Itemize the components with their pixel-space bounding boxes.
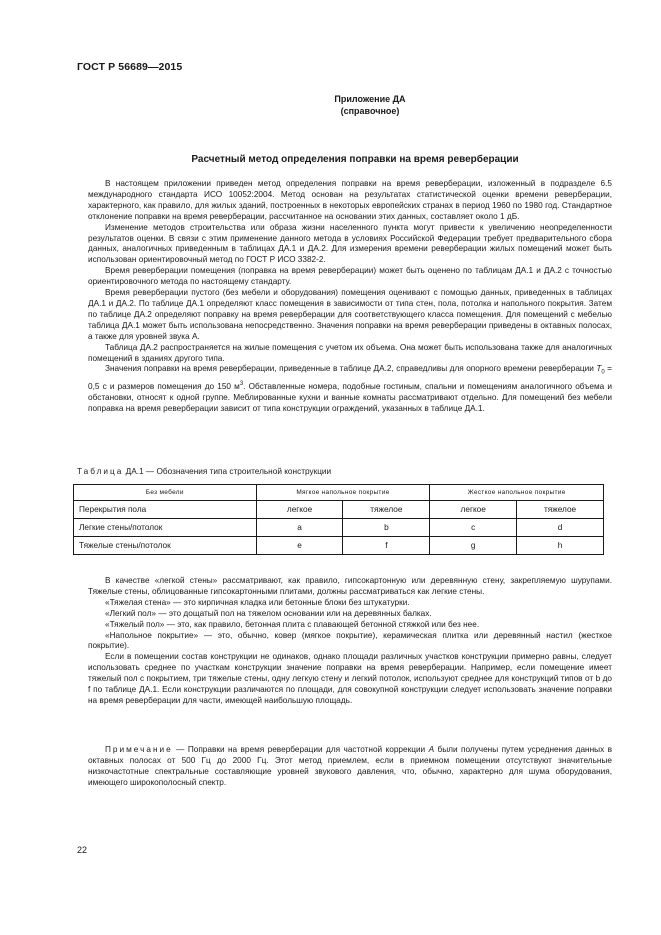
note-label: Примечание xyxy=(105,745,173,754)
paragraph: В настоящем приложении приведен метод определения поправки на время реверберации, изложенный в подразделе 6.5 международного стандарта ИСО 10052:2004. Метод основан на результатах статистической оценки времени реверберации, характерного, как правило, для жилых зданий, построенных в некоторых европейских странах в период 1960 по 1980 год. Стандартное отклонение поправки на время реверберации, рассчитанное на основании этих данных, составляет около 1 дБ. xyxy=(88,179,612,221)
row-label: Легкие стены/потолок xyxy=(74,519,257,537)
symbol-a: A xyxy=(428,745,435,754)
table-header: Без мебели xyxy=(74,485,257,501)
table-header-row xyxy=(74,485,604,501)
text-span: Значения поправки на время реверберации, приведенные в таблице ДА.2, справедливы для опорного времени реверберации xyxy=(105,364,597,374)
table-cell: легкое xyxy=(430,501,517,519)
table-cell: b xyxy=(343,519,430,537)
table-row xyxy=(74,519,604,537)
table-row xyxy=(74,501,604,519)
paragraph: Таблица ДА.2 распространяется на жилые помещения с учетом их объема. Она может быть использована также для аналогичных помещений в зданиях другого типа. xyxy=(88,342,612,363)
paragraph: Время реверберации помещения (поправка на время реверберации) может быть оценено по таблицам ДА.1 и ДА.2 с точностью ориентировочного метода по настоящему стандарту. xyxy=(88,266,612,287)
intro-text xyxy=(88,179,612,414)
text-span: — Поправки на время реверберации для частотной коррекции xyxy=(172,745,429,754)
paragraph: «Тяжелая стена» — это кирпичная кладка или бетонные блоки без штукатурки. xyxy=(105,597,410,607)
text-span: . Обставленные номера, подобные гостиным, спальни и помещениям аналогичного объема и обстановки, относят к одной группе. Меблированные кухни и ванные комнаты рассматривают отдельно. Для помещений без мебели поправка на время реверберации зависит от типа конструкции ограждений, указанных в таблице ДА.1. xyxy=(88,381,612,413)
paragraph: «Легкий пол» — это дощатый пол на тяжелом основании или на деревянных балках. xyxy=(105,608,432,618)
page-number: 22 xyxy=(77,845,88,855)
table-cell: c xyxy=(430,519,517,537)
paragraph-reference-time xyxy=(88,364,612,414)
text-span: = 0,5 с и размеров помещения до 150 м xyxy=(88,364,612,391)
note xyxy=(88,745,612,789)
symbol-t: T xyxy=(596,364,602,374)
table-cell: a xyxy=(256,519,343,537)
row-label: Перекрытия пола xyxy=(74,501,257,519)
table-cell: e xyxy=(256,537,343,555)
paragraph: В качестве «легкой стены» рассматривают, как правило, гипсокартонную или деревянную стену, закрепляемую шурупами. Тяжелые стены, облицованные гипсокартонными плитами, должны рассматриваться как легкие стены. xyxy=(88,576,612,596)
paragraph: Если в помещении состав конструкции не одинаков, однако площади различных участков конструкции примерно равны, следует использовать среднее по участкам конструкции значение поправки на время реверберации. Например, если помещение имеет тяжелый пол с покрытием, три тяжелые стены, одну легкую стену и легкий потолок, используют среднее для конструкций типов от b до f по таблице ДА.1. Если конструкции различаются по площади, для совокупной конструкции следует использовать значение поправки на время реверберации для части, имеющей наибольшую площадь. xyxy=(88,652,612,705)
paragraph: «Тяжелый пол» — это, как правило, бетонная плита с плавающей бетонной стяжкой или без нее. xyxy=(105,619,480,629)
superscript: 3 xyxy=(239,380,244,387)
table-cell: g xyxy=(430,537,517,555)
paragraph: «Напольное покрытие» — это, обычно, ковер (мягкое покрытие), керамическая плитка или деревянный настил (жесткое покрытие). xyxy=(88,630,612,651)
table-cell: d xyxy=(517,519,604,537)
note-paragraph xyxy=(88,745,612,789)
table-cell: тяжелое xyxy=(517,501,604,519)
appendix-subtitle: (справочное) xyxy=(340,106,400,116)
appendix-title: Приложение ДА xyxy=(334,94,406,104)
table-header: Жесткое напольное покрытие xyxy=(430,485,604,501)
appendix-heading xyxy=(170,93,570,117)
paragraph: Изменение методов строительства или образа жизни населенного пункта могут привести к увеличению неопределенности результатов оценки. В связи с этим применение данного метода в условиях Российской Федерации требует предварительного сбора данных, аналогичных приведенным в таблицах ДА.1 и ДА.2. Для измерения времени реверберации жилых помещений может быть использован ориентировочный метод по ГОСТ Р ИСО 3382-2. xyxy=(88,222,612,265)
table-header: Мягкое напольное покрытие xyxy=(256,485,430,501)
document-header: ГОСТ Р 56689—2015 xyxy=(77,61,183,73)
section-title: Расчетный метод определения поправки на время реверберации xyxy=(191,154,519,165)
table-caption-text: ДА.1 — Обозначения типа строительной конструкции xyxy=(123,467,332,476)
table-caption-prefix: Таблица xyxy=(77,467,124,476)
subscript: 0 xyxy=(601,370,605,377)
row-label: Тяжелые стены/потолок xyxy=(74,537,257,555)
table-caption xyxy=(77,467,331,476)
table-row xyxy=(74,537,604,555)
paragraph: Время реверберации пустого (без мебели и оборудования) помещения оценивают с помощью данных, приведенных в таблицах ДА.1 и ДА.2. По таблице ДА.1 определяют класс помещения в зависимости от типа стен, пола, потолка и напольного покрытия. Затем по таблице ДА.2 определяют поправку на время реверберации для соответствующего класса помещения. Для помещений с мебелью таблица ДА.1 может быть использована непосредственно. Значения поправки на время реверберации приведены в октавных полосах, а также для уровней звука А. xyxy=(88,288,612,341)
table-cell: легкое xyxy=(256,501,343,519)
table-cell: тяжелое xyxy=(343,501,430,519)
table-cell: h xyxy=(517,537,604,555)
definitions-text xyxy=(88,576,612,707)
construction-table xyxy=(73,484,604,555)
text-span: были получены путем усреднения данных в октавных полосах от 500 Гц до 2000 Гц. Этот метод приемлем, если в приемном помещении отсутствуют значительные низкочастотные спектральные составляющие уровней звукового давления, что, обычно, характерно для шума оборудования, имеющего широкополосный спектр. xyxy=(88,745,613,787)
table-cell: f xyxy=(343,537,430,555)
